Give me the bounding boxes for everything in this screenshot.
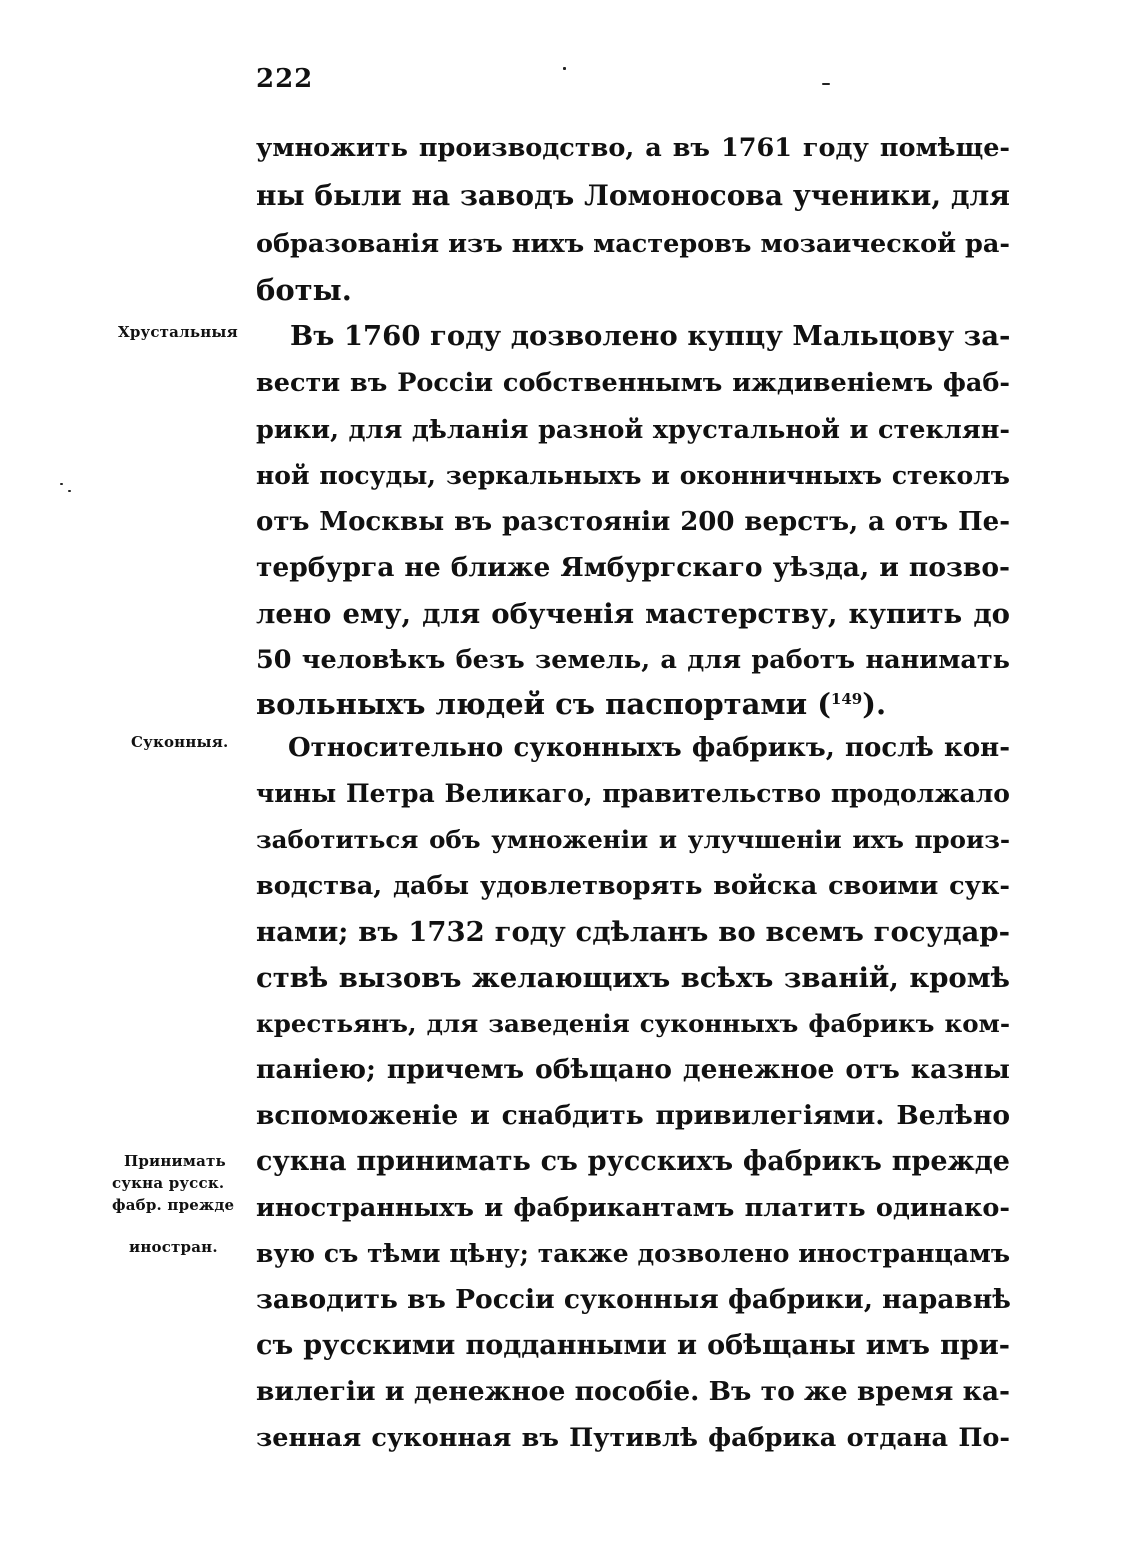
- scan-speck: [563, 67, 566, 70]
- footnote-close: ).: [862, 687, 887, 721]
- text-line: тербурга не ближе Ямбургскаго уѣзда, и позво-: [256, 552, 1010, 583]
- margin-note-accept-3: фабр. прежде: [112, 1196, 235, 1214]
- margin-note-cloth: Суконныя.: [131, 733, 229, 751]
- text-line: вую съ тѣми цѣну; также дозволено иностранцамъ: [256, 1239, 1010, 1268]
- scan-speck: [60, 483, 63, 485]
- text-line: умножить производство, а въ 1761 году помѣще-: [256, 133, 1010, 163]
- text-line: ствѣ вызовъ желающихъ всѣхъ званій, кромѣ: [256, 962, 1010, 994]
- text-line: отъ Москвы въ разстояніи 200 верстъ, а отъ Пе-: [256, 507, 1010, 537]
- text-line: Относительно суконныхъ фабрикъ, послѣ кон-: [288, 733, 1010, 763]
- text-line: съ русскими подданными и обѣщаны имъ при-: [256, 1330, 1010, 1361]
- text-line-body: вольныхъ людей съ паспортами (: [256, 687, 831, 721]
- text-line: паніею; причемъ обѣщано денежное отъ казны: [256, 1054, 1010, 1085]
- text-line: нами; въ 1732 году сдѣланъ во всемъ государ-: [256, 916, 1010, 948]
- text-line: боты.: [256, 273, 352, 307]
- margin-note-crystal: Хрустальныя: [118, 323, 238, 341]
- text-line: ной посуды, зеркальныхъ и оконничныхъ стеколъ: [256, 461, 1010, 490]
- text-line: вилегіи и денежное пособіе. Въ то же время ка-: [256, 1376, 1010, 1407]
- text-line: заботиться объ умноженіи и улучшеніи ихъ произ-: [256, 825, 1010, 854]
- margin-note-accept-1: Принимать: [124, 1152, 226, 1170]
- margin-note-accept-2: сукна русск.: [112, 1174, 225, 1192]
- text-line: Въ 1760 году дозволено купцу Мальцову за-: [290, 320, 1011, 352]
- text-line: ны были на заводъ Ломоносова ученики, для: [256, 179, 1010, 212]
- text-line: заводить въ Россіи суконныя фабрики, наравнѣ: [256, 1284, 1011, 1315]
- text-line-with-footnote: [256, 682, 1010, 726]
- text-line: сукна принимать съ русскихъ фабрикъ прежде: [256, 1146, 1010, 1177]
- text-line: образованія изъ нихъ мастеровъ мозаической ра-: [256, 229, 1010, 259]
- text-line: зенная суконная въ Путивлѣ фабрика отдана По-: [256, 1423, 1010, 1453]
- text-line: иностранныхъ и фабрикантамъ платить одинако-: [256, 1193, 1010, 1223]
- text-line: водства, дабы удовлетворять войска своими сук-: [256, 871, 1010, 901]
- text-line: рики, для дѣланія разной хрустальной и стеклян-: [256, 415, 1010, 445]
- scan-speck: [822, 83, 830, 85]
- text-line: крестьянъ, для заведенія суконныхъ фабрикъ ком-: [256, 1009, 1010, 1038]
- scan-speck: [68, 490, 71, 492]
- text-line: вспоможеніе и снабдить привилегіями. Велѣно: [256, 1100, 1010, 1131]
- margin-note-accept-4: иностран.: [129, 1238, 218, 1256]
- text-line: лено ему, для обученія мастерству, купить до: [256, 598, 1010, 630]
- text-line: вести въ Россіи собственнымъ иждивеніемъ фаб-: [256, 368, 1010, 398]
- text-line: 50 человѣкъ безъ земель, а для работъ нанимать: [256, 645, 1010, 675]
- footnote-ref: 149: [830, 690, 863, 708]
- page-number: 222: [256, 64, 314, 94]
- text-line: чины Петра Великаго, правительство продолжало: [256, 779, 1010, 808]
